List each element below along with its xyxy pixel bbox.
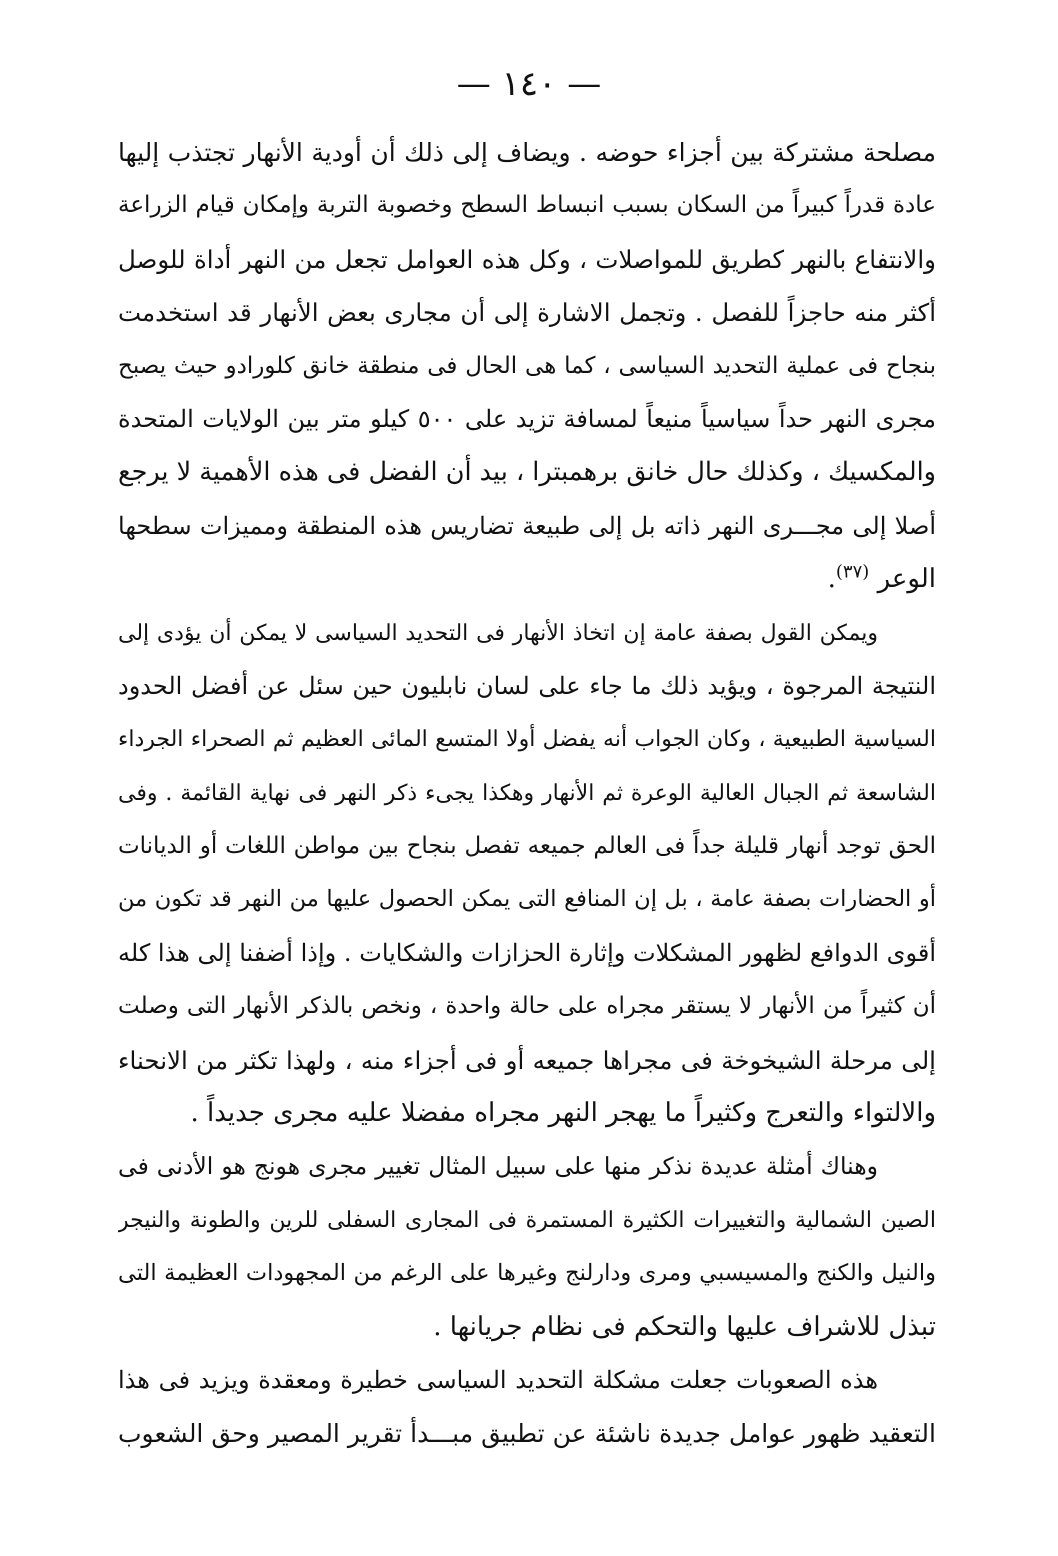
- paragraph-3: [118, 1140, 936, 1354]
- text-line: إلى مرحلة الشيخوخة فى مجراها جميعه أو فى أجزاء منه ، ولهذا تكثر من الانحناء: [118, 1045, 936, 1075]
- text-fragment: الوعر: [877, 564, 936, 595]
- text-line: أصلا إلى مجـــرى النهر ذاته بل إلى طبيعة تضاريس هذه المنطقة ومميزات سطحها: [118, 511, 936, 540]
- text-line: [118, 553, 936, 606]
- page-number: — ١٤٠ —: [456, 64, 602, 104]
- text-line: مجرى النهر حداً سياسياً منيعاً لمسافة تزيد على ٥٠٠ كيلو متر بين الولايات المتحدة: [118, 404, 936, 433]
- text-line: أقوى الدوافع لظهور المشكلات وإثارة الحزازات والشكايات . وإذا أضفنا إلى هذا كله: [118, 938, 936, 967]
- text-line: والنيل والكنج والمسيسبي ومرى ودارلنج وغيرها على الرغم من المجهودات العظيمة التى: [118, 1260, 936, 1287]
- text-line: التعقيد ظهور عوامل جديدة ناشئة عن تطبيق مبـــدأ تقرير المصير وحق الشعوب: [118, 1419, 936, 1449]
- paragraph-4: [118, 1354, 936, 1461]
- text-line: تبذل للاشراف عليها والتحكم فى نظام جريانها .: [433, 1311, 936, 1342]
- text-line: أن كثيراً من الأنهار لا يستقر مجراه على حالة واحدة ، ونخص بالذكر الأنهار التى وصلت: [118, 993, 936, 1020]
- footnote-reference: (٣٧): [835, 561, 870, 583]
- end-mark: .: [827, 564, 836, 595]
- text-line: الصين الشمالية والتغييرات الكثيرة المستمرة فى المجارى السفلى للرين والطونة والنيجر: [118, 1207, 936, 1233]
- text-line: عادة قدراً كبيراً من السكان بسبب انبساط السطح وخصوبة التربة وإمكان قيام الزراعة: [118, 192, 936, 219]
- paragraph-1: [118, 126, 936, 607]
- text-line: ويمكن القول بصفة عامة إن اتخاذ الأنهار فى التحديد السياسى لا يمكن أن يؤدى إلى: [118, 620, 878, 646]
- body-text: [118, 126, 936, 1461]
- text-line: الحق توجد أنهار قليلة جداً فى العالم جميعه تفصل بنجاح بين مواطن اللغات أو الديانات: [118, 833, 936, 860]
- text-line: الشاسعة ثم الجبال العالية الوعرة ثم الأنهار وهكذا يجىء ذكر النهر فى نهاية القائمة . وفى: [118, 780, 936, 806]
- text-line: والانتفاع بالنهر كطريق للمواصلات ، وكل هذه العوامل تجعل من النهر أداة للوصل: [118, 244, 936, 274]
- text-line: والمكسيك ، وكذلك حال خانق برهمبترا ، بيد أن الفضل فى هذه الأهمية لا يرجع: [118, 457, 936, 488]
- text-line: وهناك أمثلة عديدة نذكر منها على سبيل المثال تغيير مجرى هونج هو الأدنى فى: [118, 1152, 878, 1181]
- text-line: أو الحضارات بصفة عامة ، بل إن المنافع التى يمكن الحصول عليها من النهر قد تكون من: [118, 886, 936, 913]
- text-line: النتيجة المرجوة ، ويؤيد ذلك ما جاء على لسان نابليون حين سئل عن أفضل الحدود: [118, 671, 936, 700]
- text-line: مصلحة مشتركة بين أجزاء حوضه . ويضاف إلى ذلك أن أودية الأنهار تجتذب إليها: [118, 138, 936, 167]
- text-line: أكثر منه حاجزاً للفصل . وتجمل الاشارة إلى أن مجارى بعض الأنهار قد استخدمت: [118, 298, 936, 328]
- text-line: السياسية الطبيعية ، وكان الجواب أنه يفضل أولا المتسع المائى العظيم ثم الصحراء الجرداء: [118, 727, 936, 753]
- text-line: هذه الصعوبات جعلت مشكلة التحديد السياسى خطيرة ومعقدة ويزيد فى هذا: [118, 1365, 879, 1394]
- text-line: بنجاح فى عملية التحديد السياسى ، كما هى الحال فى منطقة خانق كلورادو حيث يصبح: [118, 352, 936, 379]
- paragraph-2: [118, 607, 936, 1141]
- text-line: والالتواء والتعرج وكثيراً ما يهجر النهر مجراه مفضلا عليه مجرى جديداً .: [190, 1098, 936, 1129]
